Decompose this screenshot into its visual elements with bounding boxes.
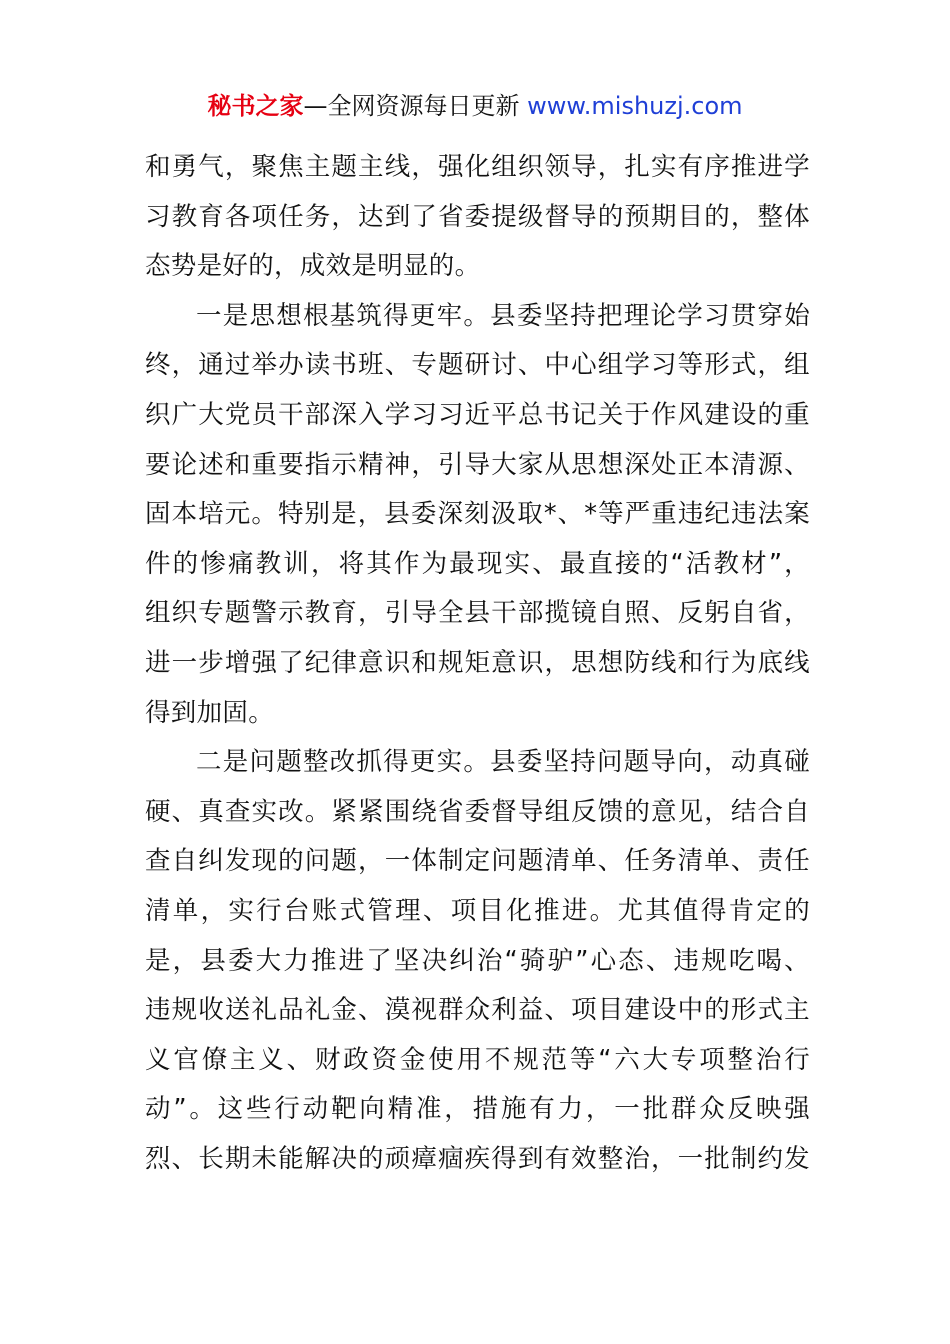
header-tagline: —全网资源每日更新 xyxy=(303,92,520,120)
text-line: 烈、长期未能解决的顽瘴痼疾得到有效整治，一批制约发 xyxy=(145,1143,810,1174)
text-line: 硬、真查实改。紧紧围绕省委督导组反馈的意见，结合自 xyxy=(145,796,810,827)
text-line: 习教育各项任务，达到了省委提级督导的预期目的，整体 xyxy=(145,201,810,232)
brand-name: 秘书之家 xyxy=(207,92,304,120)
text-line: 得到加固。 xyxy=(145,697,275,728)
text-line: 件的惨痛教训，将其作为最现实、最直接的“活教材”， xyxy=(145,548,810,579)
text-line: 一是思想根基筑得更牢。县委坚持把理论学习贯穿始 xyxy=(196,300,810,331)
text-line: 清单，实行台账式管理、项目化推进。尤其值得肯定的 xyxy=(145,895,810,926)
text-line: 二是问题整改抓得更实。县委坚持问题导向，动真碰 xyxy=(196,747,810,778)
text-line: 固本培元。特别是，县委深刻汲取*、*等严重违纪违法案 xyxy=(145,499,810,530)
text-line: 终，通过举办读书班、专题研讨、中心组学习等形式，组 xyxy=(145,350,810,381)
page-header xyxy=(0,86,950,126)
text-line: 义官僚主义、财政资金使用不规范等“六大专项整治行 xyxy=(145,1044,810,1075)
text-line: 和勇气，聚焦主题主线，强化组织领导，扎实有序推进学 xyxy=(145,152,810,182)
site-url-link[interactable]: www.mishuzj.com xyxy=(527,92,743,120)
text-line: 组织专题警示教育，引导全县干部揽镜自照、反躬自省， xyxy=(145,598,810,629)
text-line: 进一步增强了纪律意识和规矩意识，思想防线和行为底线 xyxy=(145,647,810,678)
text-line: 要论述和重要指示精神，引导大家从思想深处正本清源、 xyxy=(145,449,810,480)
text-line: 动”。这些行动靶向精准，措施有力，一批群众反映强 xyxy=(145,1094,810,1125)
text-line: 查自纠发现的问题，一体制定问题清单、任务清单、责任 xyxy=(145,846,810,877)
text-line: 违规收送礼品礼金、漠视群众利益、项目建设中的形式主 xyxy=(145,995,810,1026)
text-line: 是，县委大力推进了坚决纠治“骑驴”心态、违规吃喝、 xyxy=(145,945,810,976)
text-line: 织广大党员干部深入学习习近平总书记关于作风建设的重 xyxy=(145,399,810,430)
text-line: 态势是好的，成效是明显的。 xyxy=(145,251,481,282)
document-body xyxy=(145,146,810,1187)
